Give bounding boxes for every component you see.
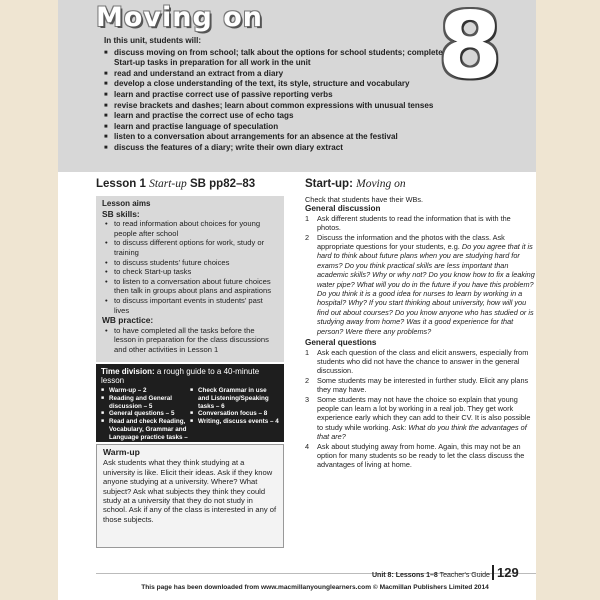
objective-item: ■ revise brackets and dashes; learn about common expressions with unusual tenses xyxy=(104,101,454,112)
lesson-heading xyxy=(96,178,286,190)
objectives-list xyxy=(104,48,454,154)
question-item xyxy=(305,348,535,376)
item-number: 3 xyxy=(305,394,310,404)
sb-skill-item: • to discuss different options for work, study or training xyxy=(102,238,278,257)
time-division-heading xyxy=(101,367,279,385)
objective-item: ■ learn and practise language of speculation xyxy=(104,122,454,133)
time-item: ■ Conversation focus – 8 xyxy=(190,410,279,418)
item-number: 2 xyxy=(305,232,310,242)
warmup-title: Warm-up xyxy=(103,447,140,457)
general-discussion-title: General discussion xyxy=(305,204,381,214)
page-number: 129 xyxy=(492,565,519,580)
page-margin-right xyxy=(536,0,600,600)
time-division-box xyxy=(96,364,284,442)
page-margin-left xyxy=(0,0,58,600)
item-questions: What do you think the advantages of that are? xyxy=(317,422,527,442)
download-notice: This page has been downloaded from www.macmillanyounglearners.com © Macmillan Publishers Limited 2014 xyxy=(141,584,489,591)
general-questions-title: General questions xyxy=(305,338,377,348)
lesson-label: Lesson 1 xyxy=(96,178,146,190)
footer-guide-label: Teacher's Guide xyxy=(439,572,490,579)
lesson-aims-box xyxy=(96,196,284,362)
item-text: Some students may not have the choice so explain that young people can learn a lot by working in a real job. They get work experience early which they can add to their CV. It is also possible to study while working. Ask: xyxy=(317,394,531,432)
question-item xyxy=(305,376,535,395)
footer-unit: Unit 8: Lessons 1–8 xyxy=(372,572,438,579)
footer-guide xyxy=(372,572,490,579)
time-division-sub: a rough guide to a 40-minute lesson xyxy=(101,367,260,385)
sb-skills-list xyxy=(102,219,278,315)
item-number: 4 xyxy=(305,441,310,451)
aims-title: Lesson aims xyxy=(102,199,151,208)
startup-content xyxy=(305,195,535,470)
sb-skill-item: • to listen to a conversation about future choices then talk in groups about plans and aspirations xyxy=(102,277,278,296)
item-text: Ask about studying away from home. Again, this may not be an option for many students so be ready to let the class discuss the advantages of living at home. xyxy=(317,441,525,470)
time-item: ■ Writing, discuss events – 4 xyxy=(190,418,279,426)
objective-item: ■ discuss moving on from school; talk about the options for school students; complete Start-up tasks in preparation for all work in the unit xyxy=(104,48,454,69)
objective-item: ■ discuss the features of a diary; write their own diary extract xyxy=(104,143,454,154)
time-item: ■ General questions – 5 xyxy=(101,410,190,418)
time-item: ■ Warm-up – 2 xyxy=(101,387,190,395)
warmup-box xyxy=(96,444,284,548)
general-discussion-list xyxy=(305,214,535,336)
wb-practice-label: WB practice: xyxy=(102,315,154,326)
unit-title: Moving on xyxy=(96,2,263,33)
sb-skill-item: • to discuss students' future choices xyxy=(102,258,278,268)
item-number: 2 xyxy=(305,375,310,385)
time-division-col-right xyxy=(190,387,279,449)
objective-item: ■ develop a close understanding of the text, its style, structure and vocabulary xyxy=(104,79,454,90)
lesson-pages: SB pp82–83 xyxy=(189,178,256,190)
objective-item: ■ learn and practise the correct use of echo tags xyxy=(104,111,454,122)
startup-label: Start-up: xyxy=(305,178,353,190)
wb-practice-item: • to have completed all the tasks before the lesson in preparation for the class discussions and other activities in Lesson 1 xyxy=(102,326,278,355)
sb-skill-item: • to check Start-up tasks xyxy=(102,267,278,277)
general-questions-list xyxy=(305,348,535,470)
startup-heading xyxy=(305,178,525,190)
objectives-label: In this unit, students will: xyxy=(104,36,202,45)
time-item: ■ Read and check Reading, Vocabulary, Grammar and Language practice tasks – xyxy=(101,418,190,449)
item-number: 1 xyxy=(305,347,310,357)
objective-item: ■ learn and practise correct use of passive reporting verbs xyxy=(104,90,454,101)
objective-item: ■ listen to a conversation about arrangements for an absence at the festival xyxy=(104,132,454,143)
time-division-grid xyxy=(101,387,279,449)
item-text: Discuss the information and the photos with the class. Ask appropriate questions for your students, e.g. xyxy=(317,232,505,252)
item-text: Ask each question of the class and elicit answers, especially from students who did not have the chance to answer in the general discussion. xyxy=(317,347,529,376)
item-text: Ask different students to read the information that is with the photos. xyxy=(317,213,511,233)
time-item: ■ Reading and General discussion – 5 xyxy=(101,395,190,411)
unit-objectives xyxy=(104,36,454,154)
sb-skill-item: • to discuss important events in students' past lives xyxy=(102,296,278,315)
question-item xyxy=(305,442,535,470)
discussion-item xyxy=(305,214,535,233)
question-item xyxy=(305,395,535,442)
lesson-startup: Start-up xyxy=(149,178,187,190)
time-division-col-left xyxy=(101,387,190,449)
time-item: ■ Check Grammar in use and Listening/Speaking tasks – 6 xyxy=(190,387,279,410)
objective-item: ■ read and understand an extract from a diary xyxy=(104,69,454,80)
startup-intro: Check that students have their WBs. xyxy=(305,195,424,204)
sb-skill-item: • to read information about choices for young people after school xyxy=(102,219,278,238)
unit-number: 8 xyxy=(438,0,503,99)
discussion-item xyxy=(305,233,535,336)
wb-practice-list xyxy=(102,326,278,355)
item-questions: Do you agree that it is hard to think about future plans when you are studying hard for exams? Do you think practical skills are less important than academic skills? Why or why not? Do you know how to fix a leaking water pipe? What will you do in the future if you have this problem? Do you think it is a good idea for nurses to learn by working in a hospital? Why? If you start thinking about university, how will you find out about courses? Do you know anyone who has studied or is studying away from home? Was it a good experience for that person? Were there any problems? xyxy=(317,242,535,336)
warmup-text: Ask students what they think studying at a university is like. Elicit their ideas. Ask if they know anyone studying at a university. Where? What subject? Ask what subjects they think they could study at a university that they do not study in school. Ask if any of the class is interested in any of those subjects. xyxy=(103,458,277,524)
time-division-label: Time division: xyxy=(101,367,155,376)
item-number: 1 xyxy=(305,213,310,223)
item-text: Some students may be interested in further study. Elicit any plans they may have. xyxy=(317,375,529,395)
sb-skills-label: SB skills: xyxy=(102,208,140,219)
startup-title: Moving on xyxy=(356,178,406,190)
